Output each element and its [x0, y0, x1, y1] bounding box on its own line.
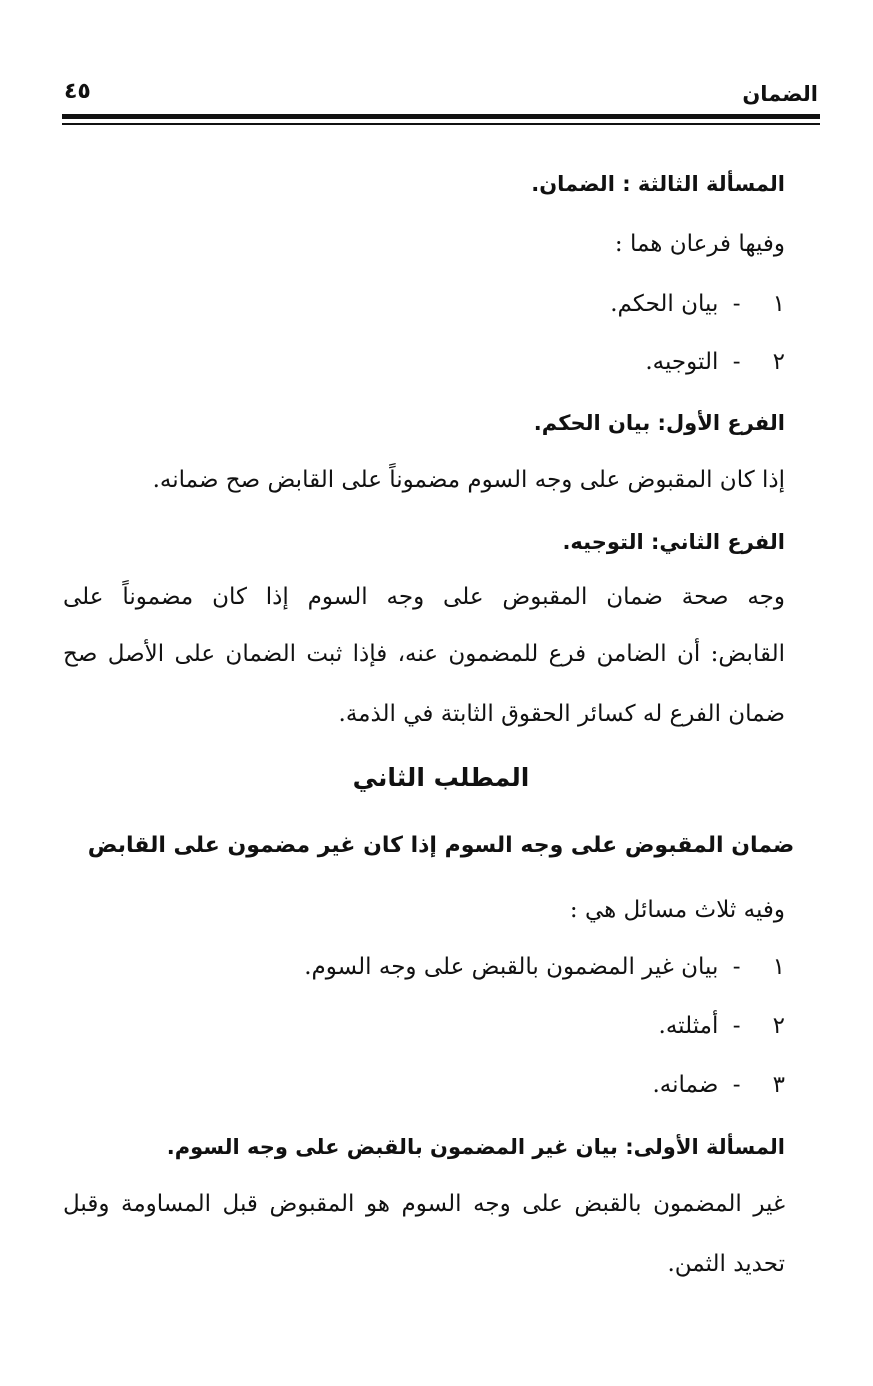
section-heading: المسألة الثالثة : الضمان.: [531, 172, 785, 196]
branch-heading: الفرع الأول: بيان الحكم.: [533, 411, 785, 435]
running-header: [62, 79, 820, 106]
section-intro: وفيها فرعان هما :: [614, 231, 785, 257]
running-header-title: الضمان: [742, 82, 818, 106]
section-intro: وفيه ثلاث مسائل هي :: [569, 897, 785, 923]
list-item-number: ١: [772, 291, 785, 317]
list-item-dash: -: [732, 1072, 741, 1098]
list-item: [652, 1068, 785, 1102]
list-item-dash: -: [732, 1013, 741, 1039]
list-item-number: ٣: [772, 1072, 785, 1098]
paragraph-line: إذا كان المقبوض على وجه السوم مضموناً على القابض صح ضمانه.: [152, 467, 785, 493]
paragraph-line: وجه صحة ضمان المقبوض على وجه السوم إذا كان مضموناً على: [63, 584, 785, 610]
list-item-text: بيان الحكم.: [610, 291, 719, 317]
list-item-text: أمثلته.: [658, 1013, 719, 1039]
paragraph-line: تحديد الثمن.: [667, 1251, 785, 1277]
question-heading: المسألة الأولى: بيان غير المضمون بالقبض على وجه السوم.: [166, 1135, 785, 1159]
list-item: [304, 950, 785, 984]
chapter-subheading: ضمان المقبوض على وجه السوم إذا كان غير مضمون على القابض: [87, 833, 795, 858]
list-item-text: التوجيه.: [645, 349, 719, 375]
list-item-dash: -: [732, 954, 741, 980]
list-item: [645, 345, 785, 379]
list-item-dash: -: [732, 291, 741, 317]
list-item-number: ١: [772, 954, 785, 980]
header-rule-thick: [62, 114, 820, 119]
paragraph-line: ضمان الفرع له كسائر الحقوق الثابتة في الذمة.: [338, 701, 785, 727]
list-item-number: ٢: [772, 349, 785, 375]
header-rule-thin: [62, 123, 820, 125]
list-item-text: ضمانه.: [652, 1072, 719, 1098]
paragraph-line: القابض: أن الضامن فرع للمضمون عنه، فإذا ثبت الضمان على الأصل صح: [63, 641, 785, 667]
chapter-heading: المطلب الثاني: [352, 763, 530, 792]
branch-heading: الفرع الثاني: التوجيه.: [562, 530, 785, 554]
paragraph-line: غير المضمون بالقبض على وجه السوم هو المقبوض قبل المساومة وقبل: [63, 1191, 785, 1217]
list-item-number: ٢: [772, 1013, 785, 1039]
list-item-text: بيان غير المضمون بالقبض على وجه السوم.: [304, 954, 719, 980]
page-number: ٤٥: [64, 79, 91, 104]
list-item: [659, 1009, 785, 1043]
list-item: [610, 287, 785, 321]
list-item-dash: -: [732, 349, 741, 375]
